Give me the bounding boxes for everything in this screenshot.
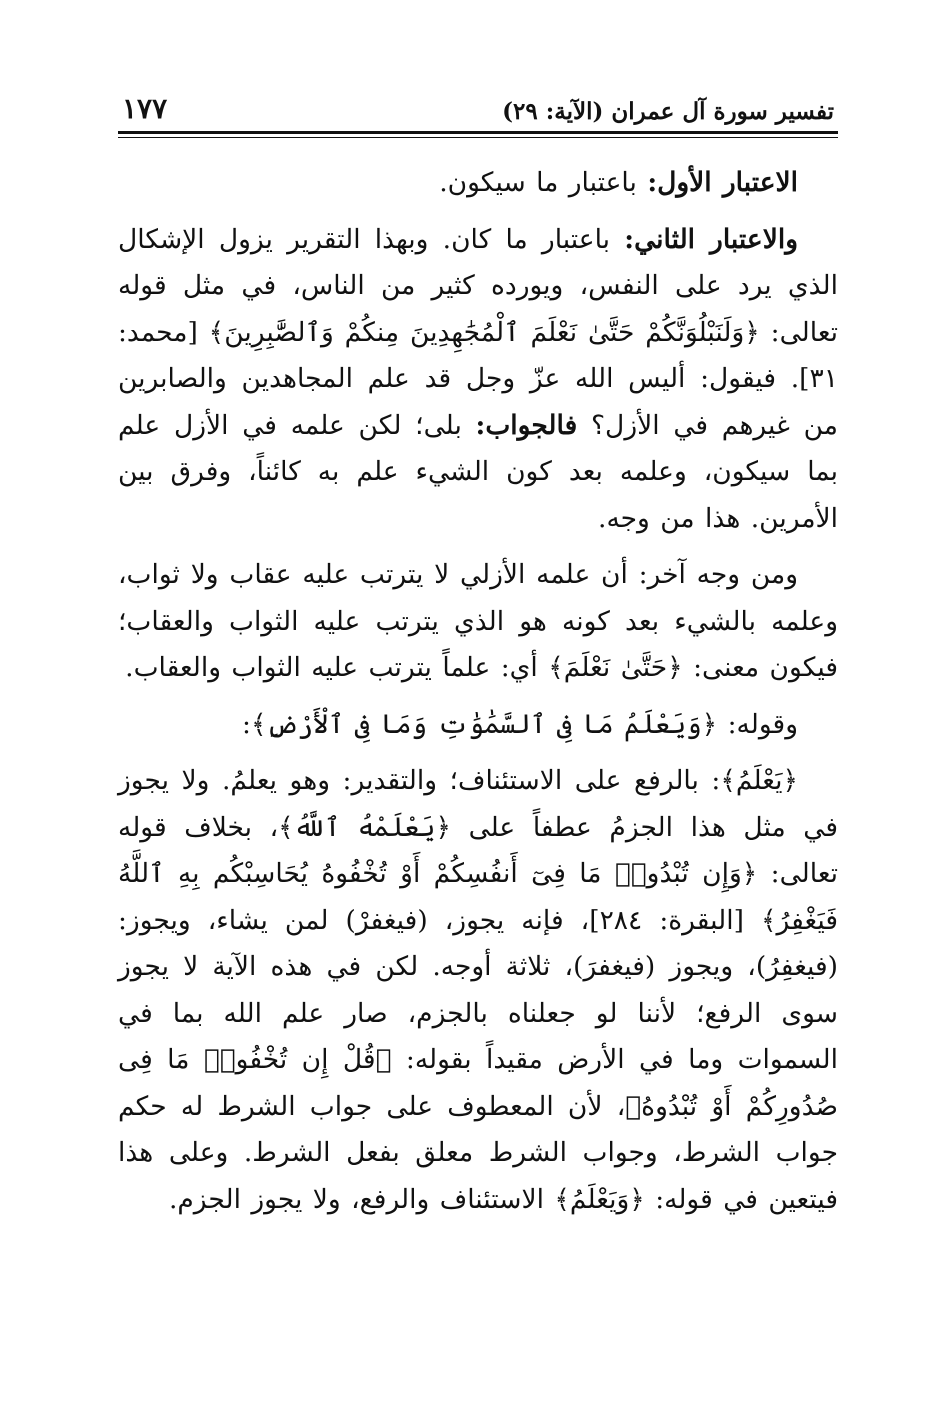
text-segment: ، بخلاف قوله تعالى: — [118, 811, 838, 889]
quran-quote: ﴿وَإِن تُبْدُوا۟ مَا فِىٓ أَنفُسِكُمْ أَوْ تُخْفُوهُ يُحَاسِبْكُم بِهِ ٱللَّهُ فَيَغْفِرُ﴾ — [118, 858, 838, 936]
paragraph — [118, 160, 838, 207]
bold-term: الاعتبار الأول: — [647, 167, 798, 198]
text-segment: ، لأن المعطوف على جواب الشرط له حكم جواب الشرط، وجواب الشرط معلق بفعل الشرط. وعلى هذا فيتعين في قوله: — [118, 1090, 838, 1215]
text-segment: : — [242, 708, 251, 740]
body-text — [118, 160, 838, 1223]
bold-term: فالجواب: — [475, 409, 578, 441]
quran-quote: ﴿يَعْلَمُ﴾ — [720, 765, 798, 796]
text-segment: الاستئناف والرفع، ولا يجوز الجزم. — [168, 1183, 555, 1215]
quran-quote: ﴿قُلْ إِن تُخْفُوا۟ مَا فِى صُدُورِكُمْ أَوْ تُبْدُوهُ﴾ — [118, 1044, 838, 1122]
text-segment: : بالرفع على الاستئناف؛ والتقدير: وهو يعلمُ. ولا يجوز في مثل هذا الجزمُ عطفاً على — [118, 765, 838, 843]
text-segment: [البقرة: ٢٨٤]، فإنه يجوز، (فيغفرْ) لمن يشاء، ويجوز: (فيغفِرُ)، ويجوز (فيغفرَ)، ثلاثة أوجه. لكن في هذه الآية لا يجوز سوى الرفع؛ لأننا لو جعلناه بالجزم، صار علم الله بما في السموات وما في الأرض مقيداً بقوله: — [118, 904, 838, 1075]
page-number: ١٧٧ — [122, 92, 168, 125]
page-header — [118, 92, 838, 131]
paragraph — [118, 758, 838, 1223]
text-segment: باعتبار ما كان. وبهذا التقرير يزول الإشكال الذي يرد على النفس، ويورده كثير من الناس، في مثل قوله تعالى: — [118, 223, 838, 348]
text-segment: أي: علماً يترتب عليه الثواب والعقاب. — [125, 652, 549, 683]
quran-quote: ﴿وَيَعْلَمُ مَا فِى ٱلسَّمَٰوَٰتِ وَمَا فِى ٱلْأَرْضِ﴾ — [250, 708, 718, 740]
paragraph — [118, 552, 838, 692]
header-rule-thick — [118, 131, 838, 134]
text-segment: [محمد: ٣١]. فيقول: أليس الله عزّ وجل قد علم المجاهدين والصابرين من غيرهم في الأزل؟ — [118, 316, 838, 441]
paragraph — [118, 217, 838, 543]
quran-quote: ﴿يَعْلَمْهُ ٱللَّهُ﴾ — [278, 811, 451, 843]
quran-quote: ﴿وَلَنَبْلُوَنَّكُمْ حَتَّىٰ نَعْلَمَ ٱلْمُجَٰهِدِينَ مِنكُمْ وَٱلصَّٰبِرِينَ﴾ — [208, 316, 760, 348]
book-page — [118, 92, 838, 1233]
running-title: تفسير سورة آل عمران (الآية: ٢٩) — [502, 98, 834, 125]
header-rule-thin — [118, 137, 838, 138]
quran-quote: ﴿حَتَّىٰ نَعْلَمَ﴾ — [548, 652, 683, 683]
quran-quote: ﴿وَيَعْلَمُ﴾ — [554, 1183, 645, 1215]
bold-term: والاعتبار الثاني: — [624, 223, 798, 255]
text-segment: بلى؛ لكن علمه في الأزل علم بما سيكون، وعلمه بعد كون الشيء علم به كائناً، وفرق بين الأمرين. هذا من وجه. — [118, 409, 838, 534]
text-segment: ومن وجه آخر: أن علمه الأزلي لا يترتب عليه عقاب ولا ثواب، وعلمه بالشيء بعد كونه هو الذي يترتب عليه الثواب والعقاب؛ فيكون معنى: — [118, 559, 838, 683]
text-segment: وقوله: — [717, 708, 798, 740]
paragraph — [118, 702, 838, 749]
text-segment: باعتبار ما سيكون. — [439, 167, 648, 198]
